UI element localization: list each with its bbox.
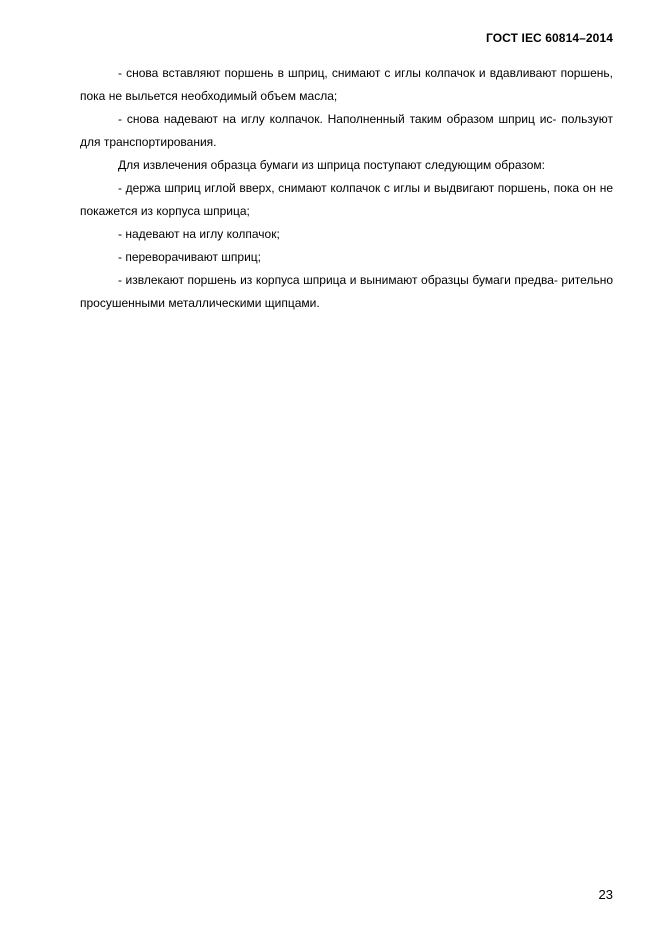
paragraph-cap-needle: - надевают на иглу колпачок; — [118, 227, 280, 241]
paragraph-put-cap: - снова надевают на иглу колпачок. Наполненный таким образом шприц ис- пользуют для транспортирования. — [80, 112, 613, 149]
paragraph-turn-over: - переворачивают шприц; — [118, 250, 261, 264]
paragraph-hold-syringe: - держа шприц иглой вверх, снимают колпачок с иглы и выдвигают поршень, пока он не покажется из корпуса шприца; — [80, 181, 613, 218]
document-body — [80, 62, 613, 315]
paragraph-extraction-intro: Для извлечения образца бумаги из шприца поступают следующим образом: — [118, 158, 546, 172]
standard-header: ГОСТ IEC 60814–2014 — [486, 31, 613, 45]
page-number: 23 — [598, 887, 613, 902]
paragraph-insert-plunger: - снова вставляют поршень в шприц, снимают с иглы колпачок и вдавливают поршень, пока не выльется необходимый объем масла; — [80, 66, 613, 103]
paragraph-remove-plunger: - извлекают поршень из корпуса шприца и вынимают образцы бумаги предва- рительно просушенными металлическими щипцами. — [80, 273, 613, 310]
